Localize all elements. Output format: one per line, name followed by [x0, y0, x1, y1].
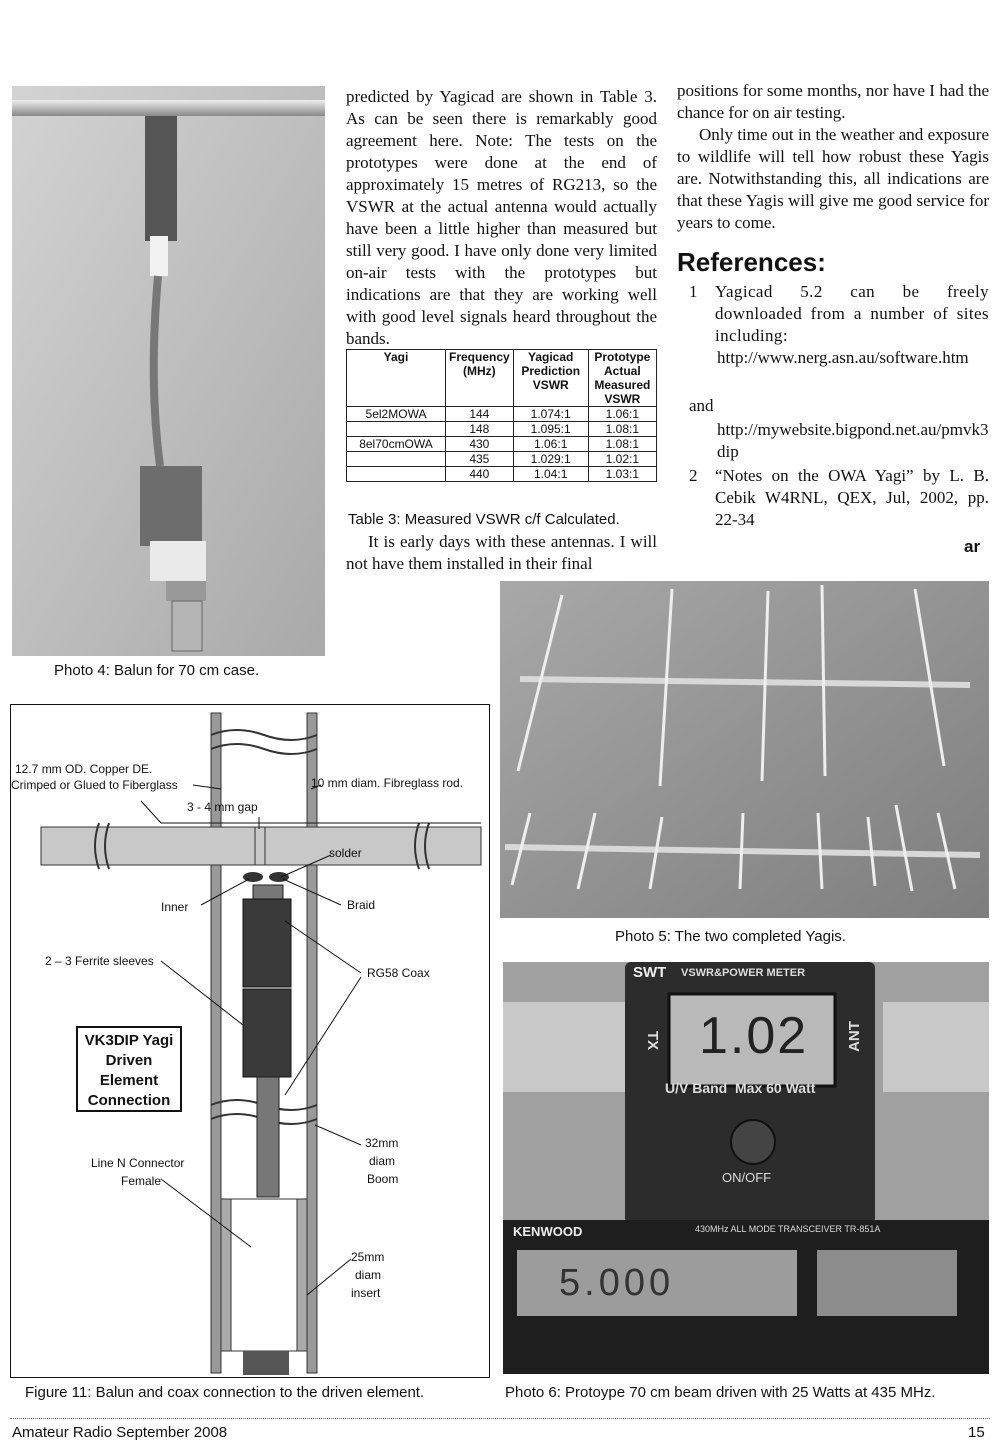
photo-6-vswr-meter	[503, 962, 989, 1374]
table-cell: 1.074:1	[513, 407, 588, 422]
table-cell: 5el2MOWA	[347, 407, 446, 422]
table-row	[347, 452, 657, 467]
end-mark: ar	[964, 537, 981, 556]
label-de-line1: 12.7 mm OD. Copper DE.	[15, 762, 153, 776]
box-line3: Element	[99, 1072, 159, 1089]
table-cell: 144	[446, 407, 514, 422]
meter-ant-label: ANT	[845, 1021, 863, 1052]
label-gap: 3 - 4 mm gap	[187, 800, 258, 814]
photo-5-caption: Photo 5: The two completed Yagis.	[615, 928, 846, 945]
table-cell	[347, 467, 446, 482]
col3-paragraph-2: Only time out in the weather and exposure to wildlife will tell how robust these Yagis are. Notwithstanding this, all indications are that these Yagis will give me good service for years to come.	[677, 125, 989, 232]
table-cell: 148	[446, 422, 514, 437]
ref-2-text: “Notes on the OWA Yagi” by L. B. Cebik W4RNL, QEX, Jul, 2002, pp. 22-34	[715, 466, 989, 529]
meter-brand: SWT	[633, 964, 667, 981]
ref-1-url-2: http://mywebsite.bigpond.net.au/pmvk3dip	[717, 420, 989, 461]
meter-reading: 1.02	[699, 1007, 809, 1065]
table-cell: 1.02:1	[588, 452, 656, 467]
label-inner: Inner	[161, 900, 189, 914]
footer-rule	[10, 1418, 990, 1419]
meter-onoff-label: ON/OFF	[722, 1170, 772, 1185]
references-heading: References:	[677, 247, 826, 277]
col2-paragraph-1: predicted by Yagicad are shown in Table 3. As can be seen there is remarkably good agreement here. Note: The tests on the prototypes were done at the end of approximately 15 metres of RG213, so the VSWR at the actual antenna would actually have been a little higher than measured but still very good. I have only done very limited on-air tests with the prototypes but indications are that they are working well with good level signals heard throughout the bands.	[346, 87, 657, 348]
photo-4-illustration	[12, 86, 325, 656]
meter-tx-label: TX	[644, 1030, 662, 1051]
ref-1-number: 1	[689, 282, 698, 301]
table-cell: 1.08:1	[588, 422, 656, 437]
table-header-measured: Prototype Actual Measured VSWR	[588, 350, 656, 407]
table-header-prediction: Yagicad Prediction VSWR	[513, 350, 588, 407]
table-header-frequency: Frequency (MHz)	[446, 350, 514, 407]
photo-4-balun	[12, 86, 325, 656]
col2-paragraph-2: It is early days with these antennas. I will not have them installed in their final	[346, 532, 657, 573]
photo-5-yagis	[500, 581, 989, 918]
label-braid: Braid	[347, 898, 376, 912]
label-rod: 10 mm diam. Fibreglass rod.	[311, 776, 464, 790]
table-cell: 1.095:1	[513, 422, 588, 437]
radio-model: 430MHz ALL MODE TRANSCEIVER TR-851A	[695, 1224, 881, 1234]
table-row	[347, 467, 657, 482]
photo-4-caption: Photo 4: Balun for 70 cm case.	[54, 662, 260, 679]
table-cell	[347, 452, 446, 467]
table-cell: 1.06:1	[513, 437, 588, 452]
vswr-table	[346, 349, 657, 482]
ref-1-and: and	[689, 396, 714, 415]
figure-11	[10, 704, 490, 1378]
label-boom-3: Boom	[367, 1172, 399, 1186]
table-cell: 1.04:1	[513, 467, 588, 482]
table-cell: 1.029:1	[513, 452, 588, 467]
table-cell: 1.06:1	[588, 407, 656, 422]
ref-1-text: Yagicad 5.2 can be freely downloaded from a number of sites including:	[715, 282, 989, 345]
table-3-caption: Table 3: Measured VSWR c/f Calculated.	[348, 511, 620, 528]
meter-title: VSWR&POWER METER	[681, 967, 806, 979]
col3-paragraph-1: positions for some months, nor have I had the chance for on air testing.	[677, 81, 989, 122]
footer-page-number: 15	[968, 1424, 985, 1441]
table-cell: 440	[446, 467, 514, 482]
table-3	[346, 349, 657, 482]
box-line2: Driven	[105, 1052, 153, 1069]
table-cell: 1.08:1	[588, 437, 656, 452]
table-header-row	[347, 350, 657, 407]
ref-2-number: 2	[689, 466, 698, 485]
box-line4: Connection	[87, 1092, 171, 1109]
label-insert-3: insert	[351, 1286, 381, 1300]
label-n-line2: Female	[121, 1174, 162, 1188]
photo-6-caption: Photo 6: Protoype 70 cm beam driven with 25 Watts at 435 MHz.	[505, 1384, 936, 1401]
table-cell	[347, 422, 446, 437]
table-cell: 8el70cmOWA	[347, 437, 446, 452]
table-header-yagi: Yagi	[347, 350, 446, 407]
box-line1: VK3DIP Yagi	[84, 1032, 174, 1049]
label-boom-2: diam	[369, 1154, 396, 1168]
meter-band-label: U/V Band Max 60 Watt	[665, 1080, 816, 1096]
label-n-line1: Line N Connector	[91, 1156, 185, 1170]
radio-display: 5.000	[559, 1262, 675, 1304]
label-coax: RG58 Coax	[367, 966, 430, 980]
photo-5-illustration	[500, 581, 989, 918]
label-solder: solder	[329, 846, 362, 860]
figure-11-diagram	[11, 705, 489, 1377]
table-row	[347, 422, 657, 437]
label-insert-2: diam	[355, 1268, 382, 1282]
label-boom-1: 32mm	[365, 1136, 399, 1150]
figure-11-caption: Figure 11: Balun and coax connection to the driven element.	[25, 1384, 425, 1401]
table-cell: 435	[446, 452, 514, 467]
label-insert-1: 25mm	[351, 1250, 385, 1264]
table-cell: 430	[446, 437, 514, 452]
table-row	[347, 407, 657, 422]
table-row	[347, 437, 657, 452]
footer-publication: Amateur Radio September 2008	[12, 1424, 228, 1441]
radio-brand: KENWOOD	[513, 1224, 583, 1239]
label-de-line2: Crimped or Glued to Fiberglass	[11, 778, 178, 792]
table-cell: 1.03:1	[588, 467, 656, 482]
label-ferrite: 2 – 3 Ferrite sleeves	[45, 954, 154, 968]
ref-1-url-1: http://www.nerg.asn.au/software.htm	[717, 348, 969, 367]
